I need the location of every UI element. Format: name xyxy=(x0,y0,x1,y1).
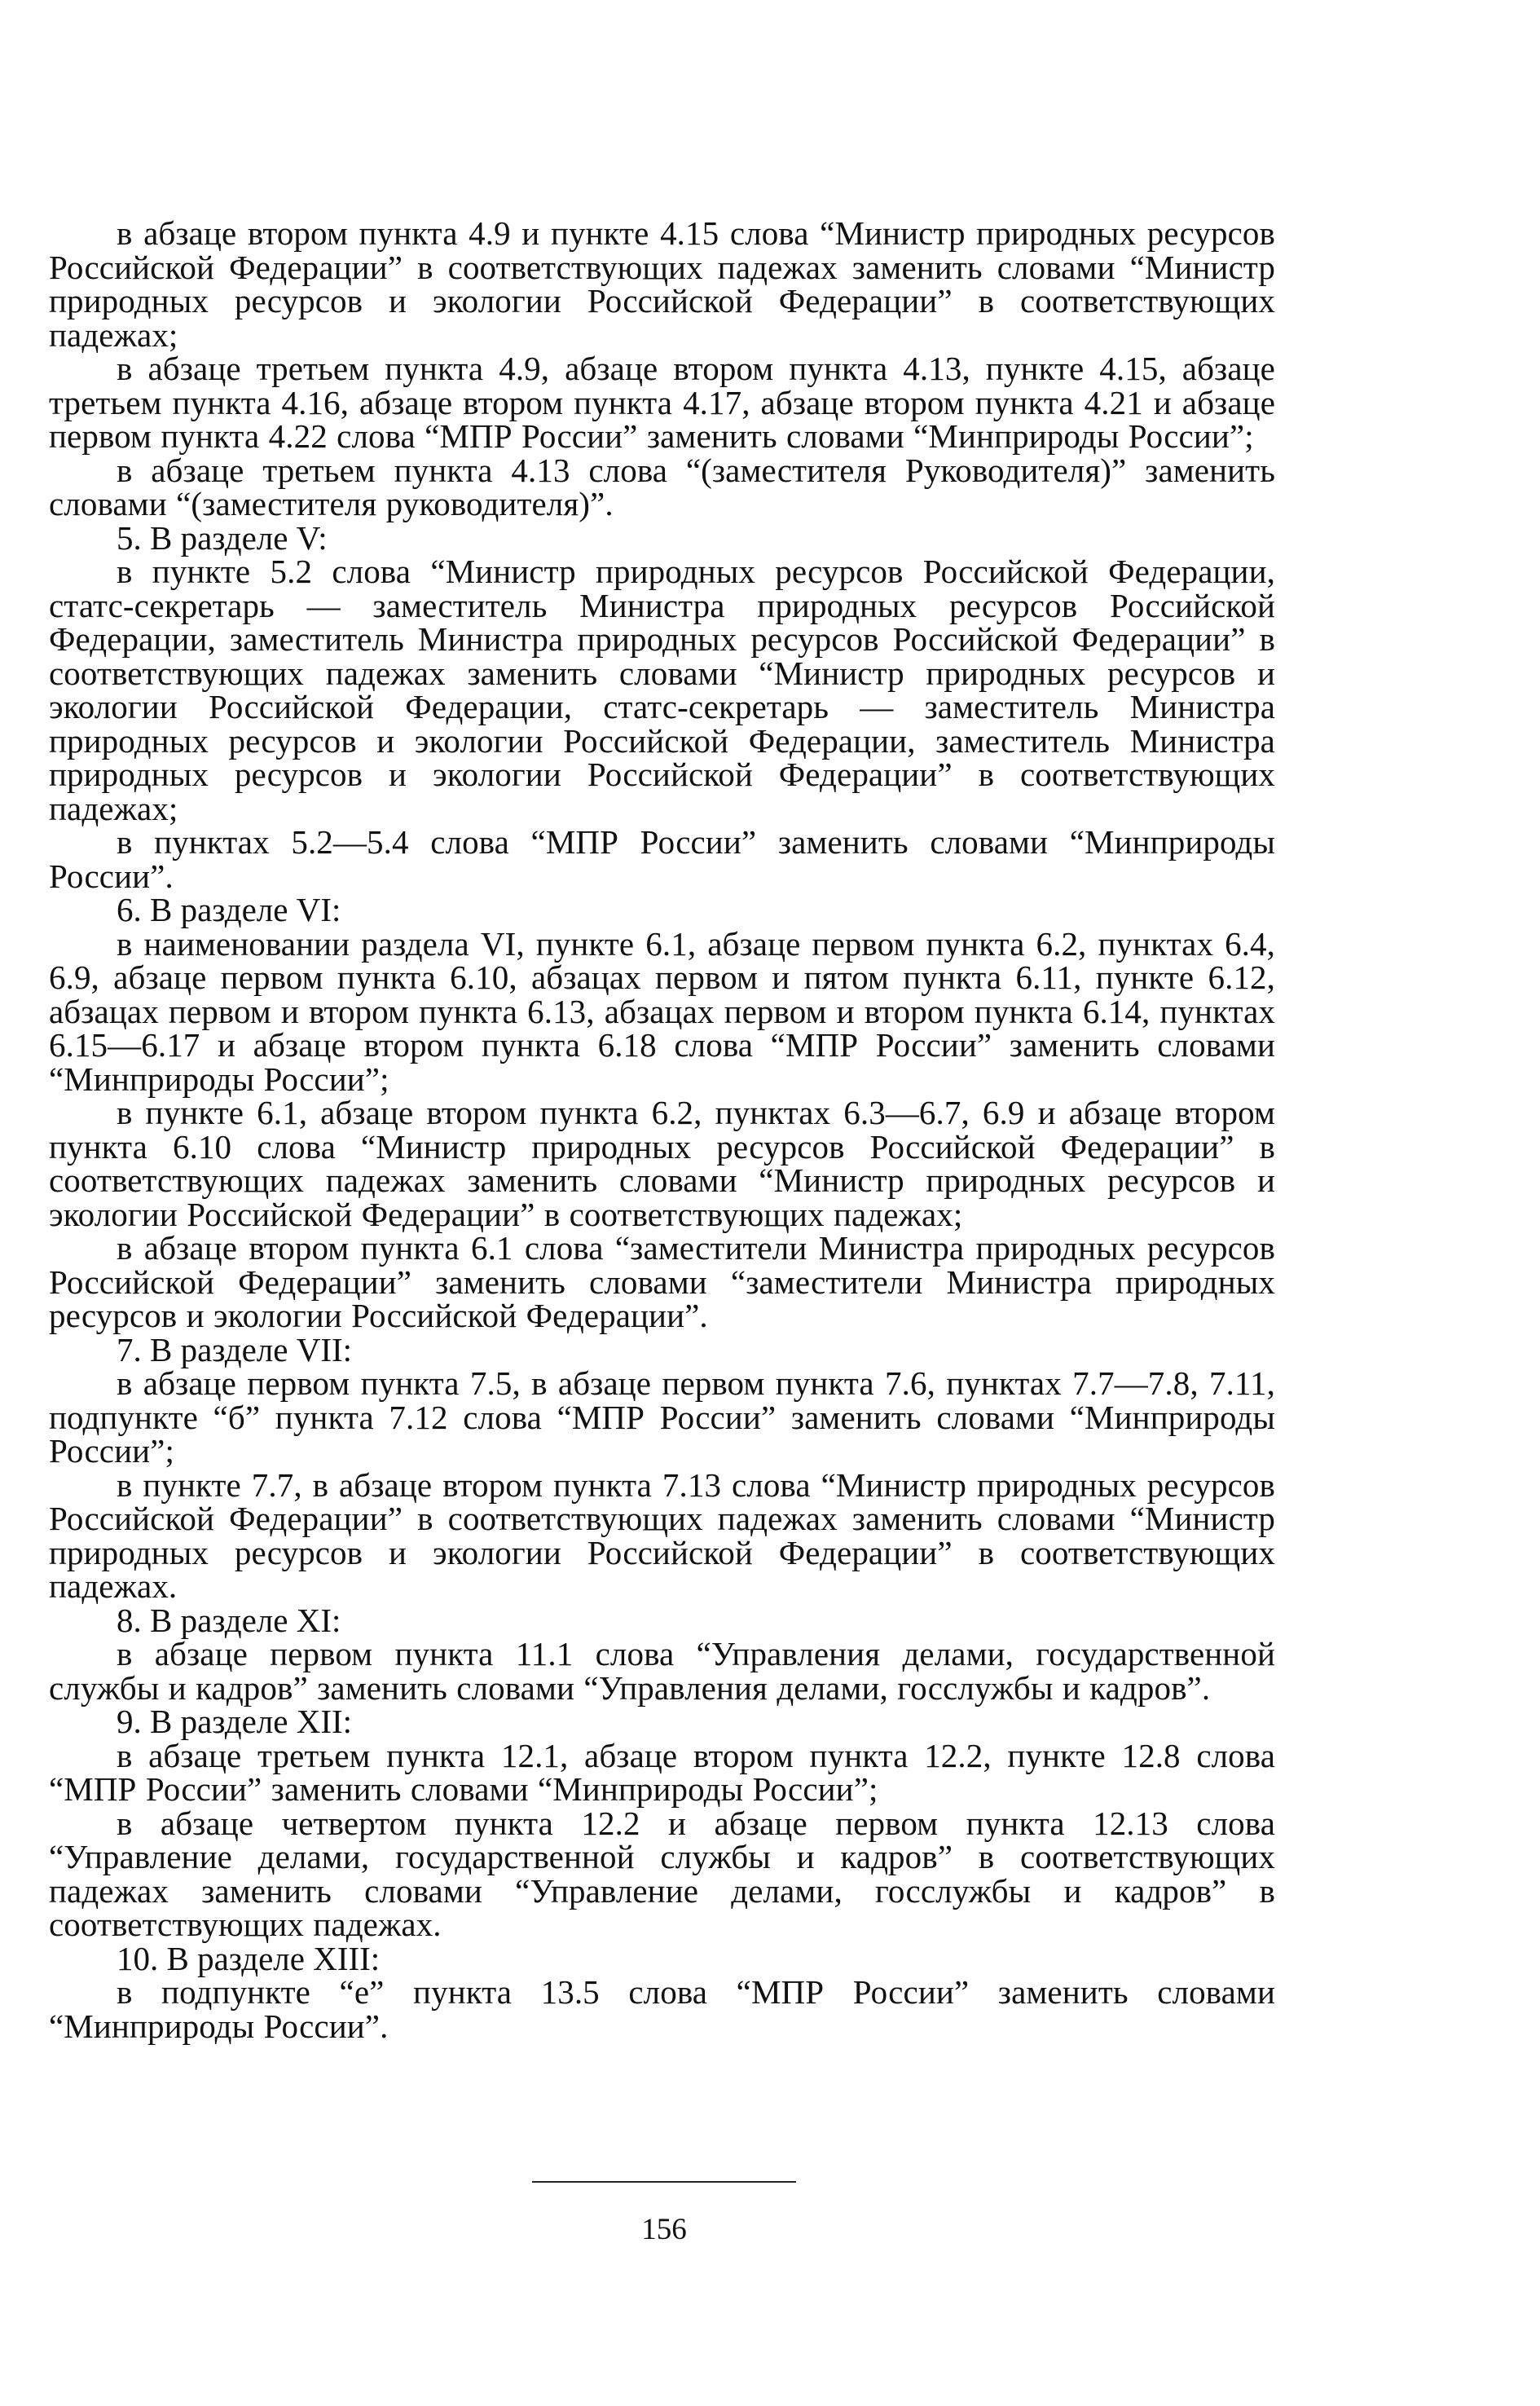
paragraph: в пункте 7.7, в абзаце втором пункта 7.13 слова “Министр природных ресурсов Российской Федерации” в соответствующих падежах заменить словами “Министр природных ресурсов и экологии Российской Федерации” в соответствующих падежах. xyxy=(49,1465,1275,1605)
paragraph: в абзаце третьем пункта 4.13 слова “(заместителя Руководителя)” заменить словами “(заместителя руководителя)”. xyxy=(49,451,1275,522)
section-heading: 9. В разделе XII: xyxy=(117,1703,353,1740)
paragraph: в абзаце первом пункта 11.1 слова “Управления делами, государственной службы и кадров” заменить словами “Управления делами, госслужбы и кадров”. xyxy=(49,1635,1275,1707)
paragraph: в наименовании раздела VI, пункте 6.1, абзаце первом пункта 6.2, пунктах 6.4, 6.9, абзаце первом пункта 6.10, абзацах первом и пятом пункта 6.11, пункте 6.12, абзацах первом и втором пункта 6.13, абзацах первом и втором пункта 6.14, пунктах 6.15—6.17 и абзаце втором пункта 6.18 слова “МПР России” заменить словами “Минприроды России”; xyxy=(49,924,1275,1098)
paragraph: в пункте 6.1, абзаце втором пункта 6.2, пунктах 6.3—6.7, 6.9 и абзаце втором пункта 6.10 слова “Министр природных ресурсов Российской Федерации” в соответствующих падежах заменить словами “Министр природных ресурсов и экологии Российской Федерации” в соответствующих падежах; xyxy=(49,1094,1275,1233)
paragraph: в пункте 5.2 слова “Министр природных ресурсов Российской Федерации, статс-секретарь — заместитель Министра природных ресурсов Российской Федерации, заместитель Министра природных ресурсов Российской Федерации” в соответствующих падежах заменить словами “Министр природных ресурсов и экологии Российской Федерации, статс-секретарь — заместитель Министра природных ресурсов и экологии Российской Федерации, заместитель Министра природных ресурсов и экологии Российской Федерации” в соответствующих падежах; xyxy=(49,553,1275,827)
paragraph: в абзаце втором пункта 4.9 и пункте 4.15 слова “Министр природных ресурсов Российской Федерации” в соответствующих падежах заменить словами “Министр природных ресурсов и экологии Российской Федерации” в соответствующих падежах; xyxy=(49,214,1275,354)
paragraph: в абзаце четвертом пункта 12.2 и абзаце первом пункта 12.13 слова “Управление делами, государственной службы и кадров” в соответствующих падежах заменить словами “Управление делами, госслужбы и кадров” в соответствующих падежах. xyxy=(49,1804,1275,1943)
section-heading: 6. В разделе VI: xyxy=(117,891,341,928)
paragraph: в пунктах 5.2—5.4 слова “МПР России” заменить словами “Минприроды России”. xyxy=(49,823,1275,895)
page-number: 156 xyxy=(641,2213,687,2246)
paragraph: в абзаце третьем пункта 12.1, абзаце втором пункта 12.2, пункте 12.8 слова “МПР России” заменить словами “Минприроды России”; xyxy=(49,1736,1275,1808)
section-heading: 10. В разделе XIII: xyxy=(117,1939,381,1977)
document-body xyxy=(49,214,1275,2045)
footer-divider xyxy=(532,2181,796,2183)
paragraph: в абзаце первом пункта 7.5, в абзаце первом пункта 7.6, пунктах 7.7—7.8, 7.11, подпункте “б” пункта 7.12 слова “МПР России” заменить словами “Минприроды России”; xyxy=(49,1364,1275,1470)
section-heading: 5. В разделе V: xyxy=(117,518,328,557)
section-heading: 8. В разделе XI: xyxy=(117,1601,341,1639)
paragraph: в подпункте “е” пункта 13.5 слова “МПР России” заменить словами “Минприроды России”. xyxy=(49,1973,1275,2045)
paragraph: в абзаце втором пункта 6.1 слова “заместители Министра природных ресурсов Российской Федерации” заменить словами “заместители Министра природных ресурсов и экологии Российской Федерации”. xyxy=(49,1229,1275,1334)
section-heading: 7. В разделе VII: xyxy=(117,1330,353,1368)
paragraph: в абзаце третьем пункта 4.9, абзаце втором пункта 4.13, пункте 4.15, абзаце третьем пункта 4.16, абзаце втором пункта 4.17, абзаце втором пункта 4.21 и абзаце первом пункта 4.22 слова “МПР России” заменить словами “Минприроды России”; xyxy=(49,350,1275,455)
